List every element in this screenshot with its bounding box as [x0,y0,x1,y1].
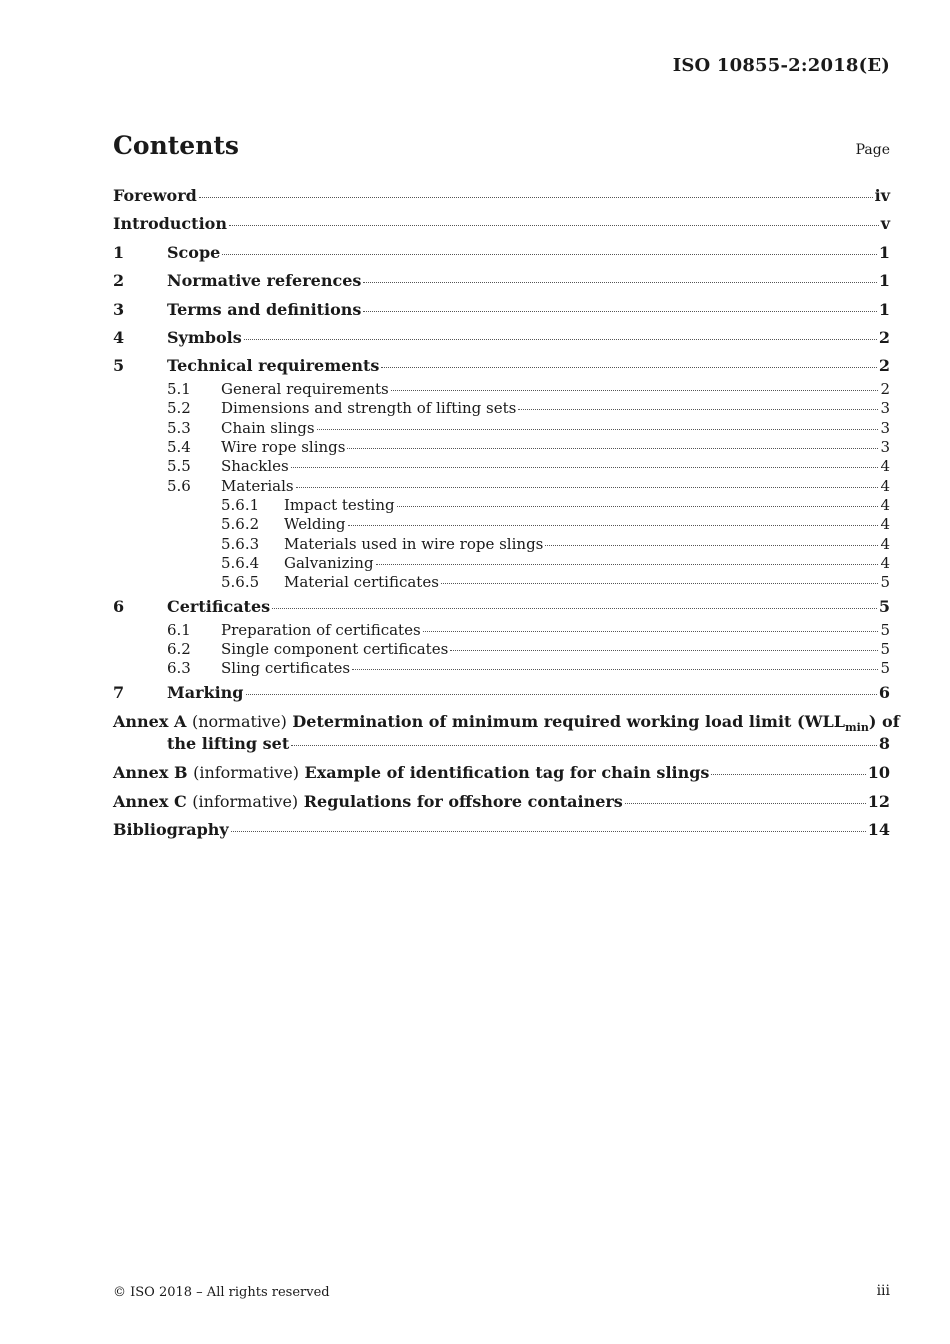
toc-entry-3[interactable] [113,300,890,324]
toc-title: Scope [167,242,221,262]
toc-entry-6-2[interactable] [113,640,890,659]
dot-leader [625,803,866,804]
toc-page: 2 [878,356,890,376]
toc-number: 5.6.2 [221,515,260,534]
dot-leader [291,467,879,468]
toc-page: 4 [880,553,890,572]
dot-leader [518,409,878,410]
toc-page: 1 [878,271,890,291]
toc-entry-5[interactable] [113,356,890,380]
toc-title: Example of identification tag for chain slings [304,763,710,783]
toc-title: Certificates [167,597,271,616]
toc-page: 8 [878,733,890,753]
page-number: iii [876,1283,890,1299]
toc-number: 5.2 [167,399,191,418]
toc-page: 4 [880,495,890,514]
toc-title: Single component certificates [221,640,449,659]
toc-number: 5.6.3 [221,534,260,553]
toc-title: Materials used in wire rope slings [284,534,544,553]
annex-kind: (normative) [191,711,287,731]
toc-title: Normative references [167,271,362,291]
toc-entry-6-3[interactable] [113,659,890,678]
toc-number: 5.6.1 [221,495,260,514]
dot-leader [291,745,877,746]
dot-leader [391,390,879,391]
dot-leader [352,669,878,670]
toc-entry-bibliography[interactable] [113,820,890,844]
toc-page: 2 [880,380,890,399]
dot-leader [441,583,879,584]
toc-page: 6 [878,683,890,703]
toc-page: 10 [867,763,890,783]
dot-leader [272,608,877,609]
dot-leader [545,545,878,546]
annex-title-part1: Determination of minimum required working load limit (WLL [292,711,846,731]
toc-page: 1 [878,242,890,262]
toc-page: iv [874,186,890,205]
dot-leader [423,631,879,632]
toc-number: 5.1 [167,380,191,399]
dot-leader [229,225,879,226]
toc-page: v [880,214,890,234]
dot-leader [450,650,878,651]
toc-entry-5-4[interactable] [113,438,890,457]
toc-title: Shackles [221,457,289,476]
toc-number: 4 [113,327,125,347]
toc-entry-5-6-2[interactable] [113,515,890,534]
toc-entry-5-2[interactable] [113,399,890,418]
toc-number: 5.5 [167,457,191,476]
toc-entry-annex-c[interactable] [113,792,890,816]
toc-number: 6.2 [167,640,191,659]
toc-number: 5.6.4 [221,553,260,572]
dot-leader [222,254,877,255]
toc-title: General requirements [221,380,389,399]
toc-title: Bibliography [113,820,229,840]
annex-title-line2: the lifting set [167,733,290,753]
dot-leader [231,831,866,832]
dot-leader [347,448,878,449]
toc-entry-5-3[interactable] [113,419,890,438]
toc-number: 5.6.5 [221,573,260,592]
dot-leader [711,774,865,775]
toc-entry-annex-a[interactable] [113,711,900,759]
toc-entry-2[interactable] [113,271,890,295]
toc-title: Foreword [113,186,197,205]
annex-label: Annex C [113,791,187,811]
toc-page: 14 [867,820,890,840]
toc-page: 3 [880,399,890,418]
toc-entry-5-1[interactable] [113,380,890,399]
contents-heading: Contents [113,131,240,160]
toc-entry-1[interactable] [113,243,890,267]
toc-entry-5-6-4[interactable] [113,554,890,573]
annex-label: Annex B [113,763,188,783]
annex-label: Annex A [113,711,187,731]
toc-entry-4[interactable] [113,328,890,352]
toc-page: 5 [880,573,890,592]
toc-number: 5.4 [167,438,191,457]
annex-kind: (informative) [192,791,299,811]
toc-number: 5.3 [167,418,191,437]
toc-page: 1 [878,299,890,319]
toc-number: 3 [113,299,125,319]
toc-page: 4 [880,476,890,495]
dot-leader [376,564,879,565]
toc-page: 4 [880,534,890,553]
toc-entry-5-6-1[interactable] [113,496,890,515]
toc-page: 4 [880,457,890,476]
toc-title: Regulations for offshore containers [303,791,623,811]
toc-page: 5 [880,659,890,678]
toc-page: 2 [878,327,890,347]
toc-entry-6[interactable] [113,597,890,621]
toc-number: 5.6 [167,476,191,495]
dot-leader [296,487,879,488]
toc-title: Wire rope slings [221,438,346,457]
toc-number: 7 [113,683,125,703]
toc-title: Materials [221,476,294,495]
toc-number: 6 [113,597,125,616]
toc-page: 5 [878,597,890,616]
dot-leader [244,339,877,340]
dot-leader [397,506,879,507]
toc-number: 5 [113,356,125,376]
page-column-label: Page [855,142,890,158]
dot-leader [317,429,879,430]
toc-title: Impact testing [284,495,395,514]
toc-title: Dimensions and strength of lifting sets [221,399,517,418]
toc-title: Introduction [113,214,227,234]
toc-entry-6-1[interactable] [113,621,890,640]
toc-number: 2 [113,271,125,291]
toc-title: Galvanizing [284,553,374,572]
toc-entry-foreword[interactable] [113,186,890,210]
annex-title-subscript: min [845,720,869,734]
toc-title: Welding [284,515,346,534]
toc-entry-7[interactable] [113,683,890,707]
toc-page: 4 [880,515,890,534]
annex-title-part2: ) of [868,711,900,731]
dot-leader [381,367,877,368]
toc-title: Sling certificates [221,659,351,678]
toc-entry-5-6[interactable] [113,477,890,496]
toc-entry-5-5[interactable] [113,457,890,476]
toc-page: 3 [880,418,890,437]
toc-entry-5-6-5[interactable] [113,573,890,592]
dot-leader [363,311,876,312]
toc-title: Chain slings [221,418,315,437]
toc-number: 1 [113,242,125,262]
dot-leader [363,282,876,283]
annex-kind: (informative) [193,763,299,783]
toc-title: Preparation of certificates [221,620,421,639]
toc-title: Material certificates [284,573,439,592]
toc-entry-5-6-3[interactable] [113,535,890,554]
copyright-notice: © ISO 2018 – All rights reserved [113,1285,330,1300]
table-of-contents [113,186,900,844]
toc-page: 5 [880,620,890,639]
dot-leader [348,525,879,526]
toc-title: Terms and definitions [167,299,362,319]
toc-title: Marking [167,683,244,703]
toc-page: 3 [880,438,890,457]
toc-page: 12 [867,791,890,811]
toc-number: 6.3 [167,659,191,678]
toc-page: 5 [880,640,890,659]
dot-leader [246,694,877,695]
toc-entry-annex-b[interactable] [113,763,890,787]
toc-number: 6.1 [167,620,191,639]
toc-title: Symbols [167,327,242,347]
toc-entry-introduction[interactable] [113,214,890,238]
toc-title: Technical requirements [167,356,380,376]
dot-leader [199,197,873,198]
document-code: ISO 10855-2:2018(E) [672,55,890,76]
